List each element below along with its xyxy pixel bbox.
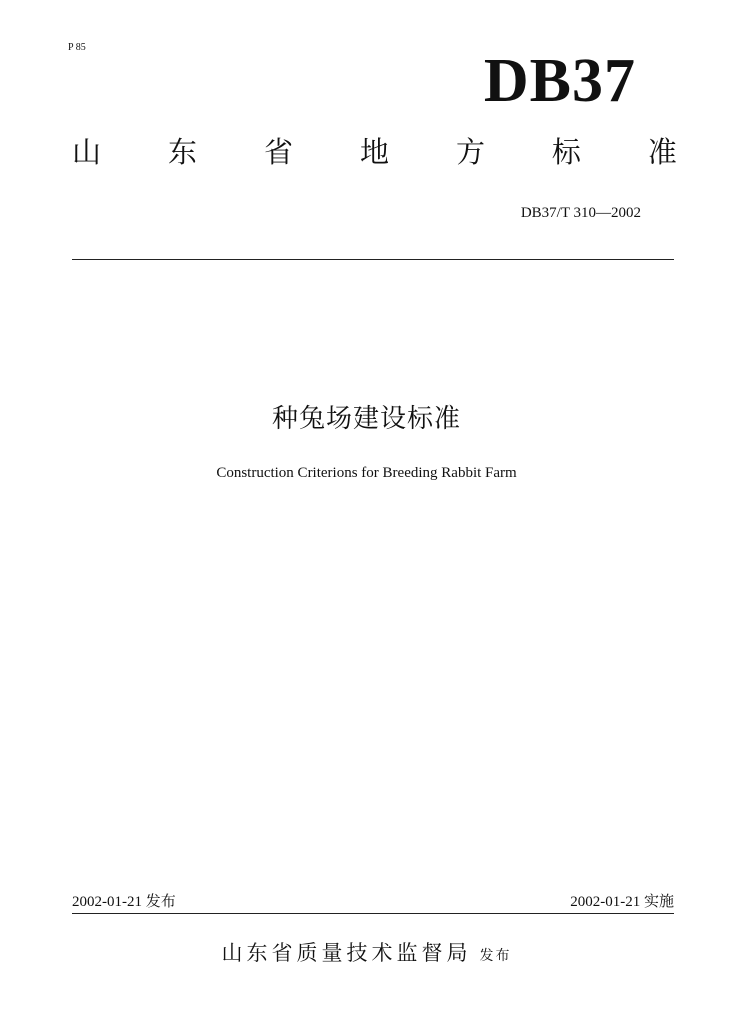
- footer-divider: [72, 913, 674, 914]
- standard-type-title: [72, 135, 677, 169]
- standard-number: DB37/T 310—2002: [520, 205, 641, 221]
- issue-date: 2002-01-21 发布: [72, 894, 176, 910]
- title-char: 东: [167, 135, 197, 169]
- issuer-suffix: 发布: [479, 948, 512, 964]
- title-char: 地: [359, 135, 389, 169]
- title-char: 省: [263, 135, 293, 169]
- effective-date: 2002-01-21 实施: [570, 894, 674, 910]
- title-char: 山: [72, 135, 102, 169]
- page-code: P 85: [68, 42, 86, 53]
- document-title-chinese: 种兔场建设标准: [271, 404, 461, 434]
- title-char: 准: [647, 135, 677, 169]
- issuing-authority: [0, 937, 733, 967]
- document-title-english: Construction Criterions for Breeding Rabbit Farm: [216, 465, 517, 481]
- issuer-name: 山东省质量技术监督局: [221, 941, 472, 965]
- db-standard-logo: DB37: [483, 47, 636, 115]
- title-char: 标: [551, 135, 581, 169]
- header-divider: [72, 259, 674, 260]
- title-char: 方: [455, 135, 485, 169]
